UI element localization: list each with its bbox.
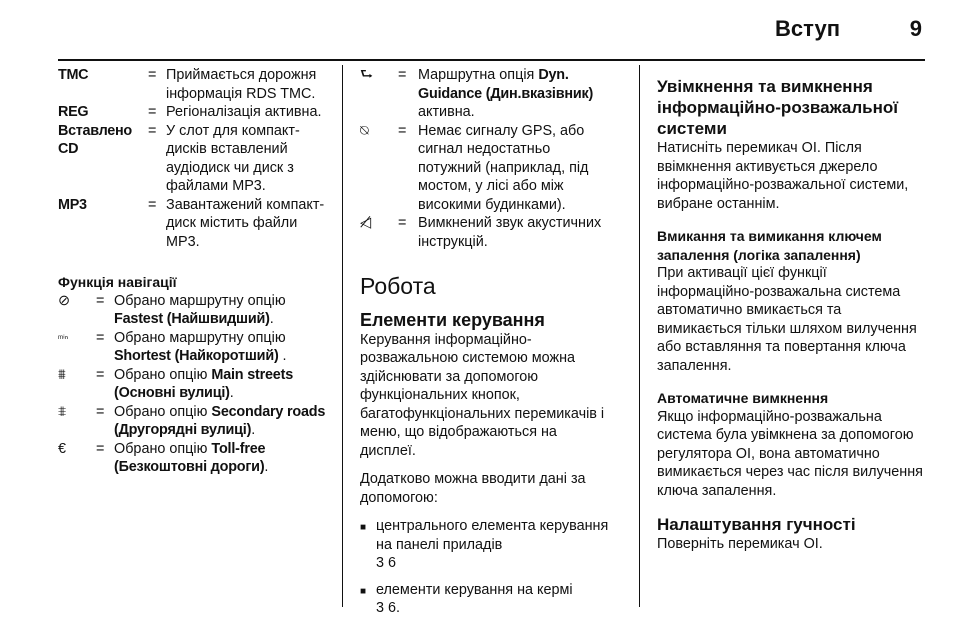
bullet-text: центрального елемента керування на панелі приладів bbox=[376, 518, 609, 553]
column-divider-1 bbox=[342, 65, 343, 607]
section-title: Увімкнення та вимкнення інформаційно-розважальної системи bbox=[657, 77, 899, 138]
nav-heading: Функція навігації bbox=[58, 274, 177, 290]
paragraph: Поверніть перемикач OI. bbox=[657, 536, 823, 552]
def-term: TMC bbox=[58, 67, 89, 83]
paragraph: Натисніть перемикач OI. Після ввімкнення активується джерело інформаційно-розважальної системи, вибране останнім. bbox=[657, 140, 909, 212]
list-item bbox=[360, 581, 615, 618]
paragraph: Якщо інформаційно-розважальна система була увімкнена за допомогою регулятора OI, вона автоматично вимикається через час після вилучення ключа запалення. bbox=[657, 408, 923, 499]
page-header-title: Вступ bbox=[775, 16, 840, 41]
shortest-route-icon: ᵐⁱⁿ bbox=[58, 332, 69, 343]
def-term: MP3 bbox=[58, 196, 87, 213]
main-streets-icon: ⩩ bbox=[58, 366, 66, 383]
def-eq: = bbox=[398, 215, 407, 231]
bullet-text: елементи керування на кермі bbox=[376, 581, 573, 598]
def-desc bbox=[114, 440, 330, 477]
def-tmc bbox=[58, 66, 330, 103]
column-3 bbox=[657, 66, 925, 564]
bullet-icon: ■ bbox=[360, 585, 367, 597]
def-desc: Завантажений компакт-диск містить файли MP3. bbox=[166, 196, 325, 250]
page-ref: 3 6. bbox=[376, 600, 401, 616]
fastest-route-icon: ⊘ bbox=[58, 292, 71, 309]
def-eq: = bbox=[96, 366, 105, 383]
paragraph: Додатково можна вводити дані за допомогою: bbox=[360, 471, 586, 506]
desc-text: активна. bbox=[418, 104, 475, 120]
subsection-title: Елементи керування bbox=[360, 309, 545, 330]
def-cd bbox=[58, 122, 330, 196]
desc-text: Обрано опцію bbox=[114, 440, 212, 457]
desc-text: . bbox=[229, 385, 234, 401]
desc-text: . bbox=[251, 422, 256, 438]
paragraph: При активації цієї функції інформаційно-розважальна система автоматично вмикається та вимикається тільки шляхом вилучення або вставляння та повертання ключа запалення. bbox=[657, 265, 917, 374]
column-1 bbox=[58, 66, 330, 477]
def-desc bbox=[418, 66, 615, 122]
header-rule bbox=[58, 59, 925, 61]
column-2 bbox=[360, 66, 615, 626]
def-eq: = bbox=[96, 329, 105, 346]
nav-fastest bbox=[58, 292, 330, 329]
desc-text: . bbox=[278, 348, 287, 364]
def-desc bbox=[114, 292, 330, 329]
desc-text: Маршрутна опція bbox=[418, 67, 539, 83]
def-eq: = bbox=[398, 122, 407, 139]
subsection-heading: Автоматичне вимкнення bbox=[657, 390, 829, 406]
list-item-text bbox=[376, 581, 573, 618]
def-mp3 bbox=[58, 196, 330, 252]
def-mute bbox=[360, 214, 615, 251]
nav-main-streets bbox=[58, 366, 330, 403]
option-name: Secondary roads (Другорядні вулиці) bbox=[114, 403, 326, 438]
def-desc: Приймається дорожня інформація RDS TMC. bbox=[166, 67, 317, 102]
toll-free-icon: € bbox=[58, 440, 67, 457]
option-name: Main streets (Основні вулиці) bbox=[114, 366, 293, 401]
def-desc: У слот для компакт-дисків вставлений аудіодиск чи диск з файлами MP3. bbox=[166, 122, 300, 194]
option-name: Fastest (Найшвидший) bbox=[114, 311, 270, 327]
list-item-text bbox=[376, 517, 615, 573]
desc-text: Обрано опцію bbox=[114, 366, 212, 383]
def-desc bbox=[114, 329, 330, 366]
def-reg bbox=[58, 103, 330, 122]
def-eq: = bbox=[96, 292, 105, 309]
subsection-heading: Вмикання та вимикання ключем запалення (логіка запалення) bbox=[657, 228, 882, 263]
def-desc bbox=[114, 403, 330, 440]
def-dyn-guidance bbox=[360, 66, 615, 122]
def-eq: = bbox=[148, 67, 157, 83]
def-eq: = bbox=[148, 122, 157, 139]
desc-text: . bbox=[269, 311, 274, 327]
option-name: Dyn. Guidance (Дин.вказівник) bbox=[418, 67, 594, 102]
bullet-icon: ■ bbox=[360, 522, 367, 533]
list-item bbox=[360, 517, 615, 573]
desc-text: Обрано опцію bbox=[114, 403, 212, 420]
section-title: Налаштування гучності bbox=[657, 515, 856, 534]
mute-icon: ◁̸ bbox=[360, 215, 372, 231]
def-eq: = bbox=[96, 403, 105, 420]
desc-text: Обрано маршрутну опцію bbox=[114, 329, 286, 346]
secondary-roads-icon: ⩨ bbox=[58, 403, 67, 420]
page-ref: 3 6 bbox=[376, 555, 397, 571]
dyn-guidance-icon: ⮑ bbox=[360, 67, 373, 83]
desc-text: Обрано маршрутну опцію bbox=[114, 292, 286, 309]
def-eq: = bbox=[96, 440, 105, 457]
def-desc: Вимкнений звук акустичних інструкцій. bbox=[418, 215, 602, 250]
no-gps-icon: ⍉ bbox=[360, 122, 369, 139]
def-eq: = bbox=[398, 67, 407, 83]
def-desc: Немає сигналу GPS, або сигнал недостатньо потужний (наприклад, під мостом, у лісі або між високими будинками). bbox=[418, 122, 589, 213]
desc-text: . bbox=[264, 459, 269, 475]
nav-shortest bbox=[58, 329, 330, 366]
column-divider-2 bbox=[639, 65, 640, 607]
nav-toll-free bbox=[58, 440, 330, 477]
def-term: REG bbox=[58, 104, 89, 120]
nav-secondary-roads bbox=[58, 403, 330, 440]
page-number: 9 bbox=[909, 16, 922, 41]
option-name: Toll-free (Безкоштовні дороги) bbox=[114, 440, 266, 475]
paragraph: Керування інформаційно-розважальною системою можна здійснювати за допомогою функціональних кнопок, багатофункціональних перемикачів і меню, що відображаються на дисплеї. bbox=[360, 331, 605, 459]
def-eq: = bbox=[148, 196, 157, 213]
def-desc bbox=[114, 366, 330, 403]
def-desc: Регіоналізація активна. bbox=[166, 104, 322, 120]
section-title: Робота bbox=[360, 273, 436, 299]
def-term: Вставлено CD bbox=[58, 122, 132, 157]
def-no-gps bbox=[360, 122, 615, 215]
option-name: Shortest (Найкоротший) bbox=[114, 348, 279, 364]
def-eq: = bbox=[148, 104, 157, 120]
